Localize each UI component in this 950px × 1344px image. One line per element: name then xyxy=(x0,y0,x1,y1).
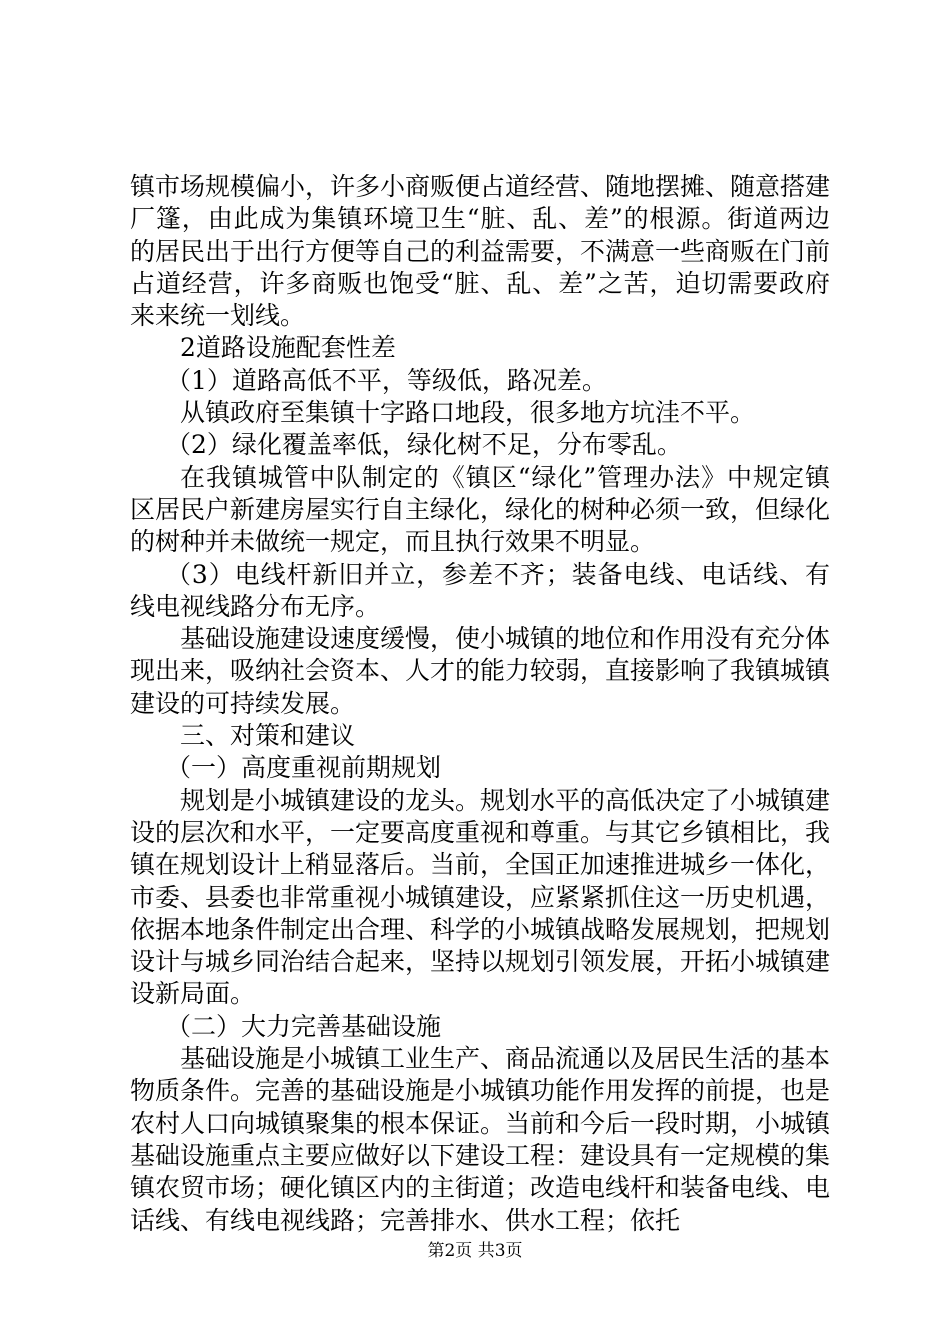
subheading-infrastructure: （二）大力完善基础设施 xyxy=(166,1011,442,1041)
item-poles-wires: （3）电线杆新旧并立，参差不齐；装备电线、电话线、有线电视线路分布无序。 xyxy=(130,559,830,621)
paragraph-planning-detail: 规划是小城镇建设的龙头。规划水平的高低决定了小城镇建设的层次和水平，一定要高度重视和尊重。与其它乡镇相比，我镇在规划设计上稍显落后。当前，全国正加速推进城乡一体化，市委、县委也非常重视小城镇建设，应紧紧抓住这一历史机遇，依据本地条件制定出合理、科学的小城镇战略发展规划，把规划设计与城乡同治结合起来，坚持以规划引领发展，开拓小城镇建设新局面。 xyxy=(130,785,831,1009)
paragraph-infrastructure-slow: 基础设施建设速度缓慢，使小城镇的地位和作用没有充分体现出来，吸纳社会资本、人才的能力较弱，直接影响了我镇城镇建设的可持续发展。 xyxy=(130,624,831,718)
subheading-planning: （一）高度重视前期规划 xyxy=(166,753,442,783)
paragraph-road-detail: 从镇政府至集镇十字路口地段，很多地方坑洼不平。 xyxy=(180,398,756,428)
paragraph-market-continuation: 镇市场规模偏小，许多小商贩便占道经营、随地摆摊、随意搭建厂篷，由此成为集镇环境卫生“脏、乱、差”的根源。街道两边的居民出于出行方便等自己的利益需要，不满意一些商贩在门前占道经营，许多商贩也饱受“脏、乱、差”之苦，迫切需要政府来来统一划线。 xyxy=(130,172,831,331)
item-greening-low: （2）绿化覆盖率低，绿化树不足，分布零乱。 xyxy=(166,430,682,460)
item-road-uneven: （1）道路高低不平，等级低，路况差。 xyxy=(166,365,607,395)
paragraph-infrastructure-detail: 基础设施是小城镇工业生产、商品流通以及居民生活的基本物质条件。完善的基础设施是小城镇功能作用发挥的前提，也是农村人口向城镇聚集的根本保证。当前和今后一段时期，小城镇基础设施重点主要应做好以下建设工程：建设具有一定规模的集镇农贸市场；硬化镇区内的主街道；改造电线杆和装备电线、电话线、有线电视线路；完善排水、供水工程；依托 xyxy=(130,1044,831,1235)
page-number: 第2页 共3页 xyxy=(427,1241,523,1261)
page-footer xyxy=(0,1240,950,1262)
heading-countermeasures: 三、对策和建议 xyxy=(180,721,356,751)
paragraph-greening-detail: 在我镇城管中队制定的《镇区“绿化”管理办法》中规定镇区居民户新建房屋实行自主绿化，绿化的树种必须一致，但绿化的树种并未做统一规定，而且执行效果不明显。 xyxy=(130,462,831,557)
document-body xyxy=(130,171,830,1237)
heading-road-facilities: 2道路设施配套性差 xyxy=(180,333,396,363)
